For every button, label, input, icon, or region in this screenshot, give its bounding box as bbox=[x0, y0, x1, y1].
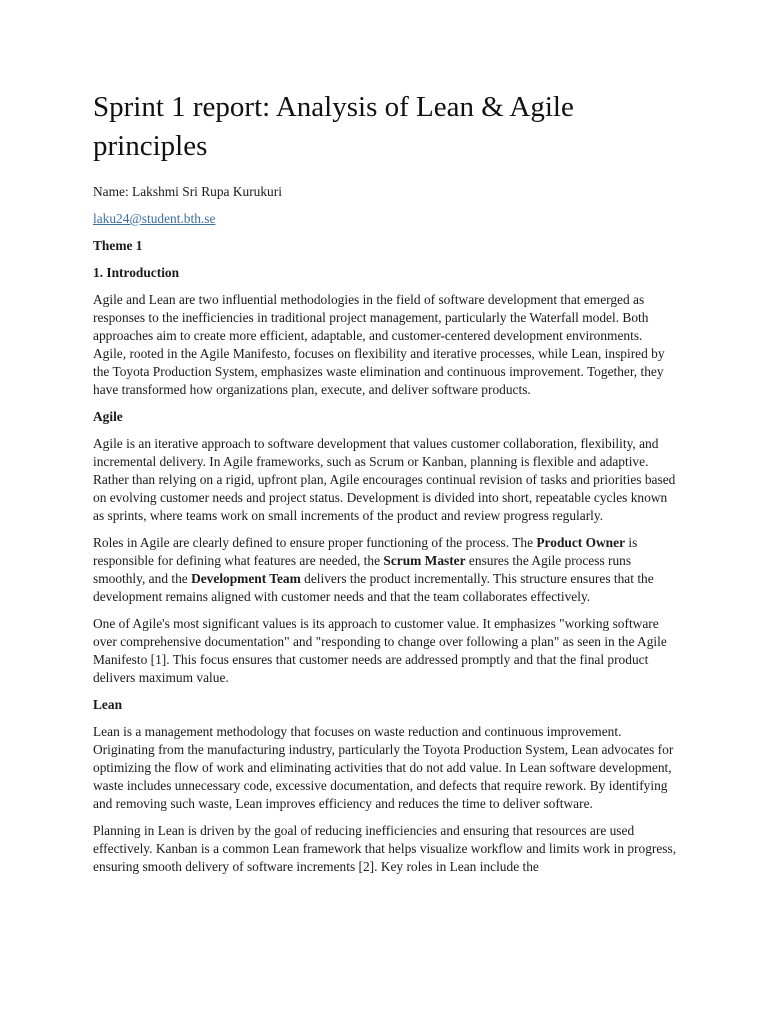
agile-p2-text-3: ensures the Agile process runs smoothly, and the bbox=[93, 553, 632, 586]
agile-p2-text-1: Roles in Agile are clearly defined to ensure proper functioning of the process. The bbox=[93, 535, 537, 550]
author-name: Name: Lakshmi Sri Rupa Kurukuri bbox=[93, 184, 282, 199]
introduction-heading: 1. Introduction bbox=[93, 265, 180, 280]
development-team-term: Development Team bbox=[191, 571, 301, 586]
scrum-master-term: Scrum Master bbox=[383, 553, 466, 568]
email-link[interactable]: laku24@student.bth.se bbox=[93, 211, 216, 226]
agile-p2-text-4: delivers the product incrementally. This structure ensures that the development remains aligned with customer needs and that the team collaborates effectively. bbox=[93, 571, 654, 604]
agile-paragraph-3: One of Agile's most significant values is its approach to customer value. It emphasizes "working software over comprehensive documentation" and "responding to change over following a plan" as seen in the Agile Manifesto [1]. This focus ensures that customer needs are addressed promptly and that the final product delivers maximum value. bbox=[93, 616, 667, 685]
intro-paragraph: Agile and Lean are two influential methodologies in the field of software development that emerged as responses to the inefficiencies in traditional project management, particularly the Waterfall model. Both approaches aim to create more efficient, adaptable, and customer-centered development environments. Agile, rooted in the Agile Manifesto, focuses on flexibility and iterative processes, while Lean, inspired by the Toyota Production System, emphasizes waste elimination and continuous improvement. Together, they have transformed how organizations plan, execute, and deliver software products. bbox=[93, 292, 665, 397]
agile-paragraph-1: Agile is an iterative approach to software development that values customer collaboration, flexibility, and incremental delivery. In Agile frameworks, such as Scrum or Kanban, planning is flexible and adaptive. Rather than relying on a rigid, upfront plan, Agile encourages continual revision of tasks and priorities based on evolving customer needs and project status. Development is divided into short, repeatable cycles known as sprints, where teams work on small increments of the product and review progress regularly. bbox=[93, 436, 676, 523]
document-title: Sprint 1 report: Analysis of Lean & Agile principles bbox=[93, 91, 574, 162]
theme-heading: Theme 1 bbox=[93, 238, 143, 253]
lean-paragraph-1: Lean is a management methodology that focuses on waste reduction and continuous improvement. Originating from the manufacturing industry, particularly the Toyota Production System, Lean advocates for optimizing the flow of work and eliminating activities that do not add value. In Lean software development, waste includes unnecessary code, excessive documentation, and defects that require rework. By identifying and removing such waste, Lean improves efficiency and reduces the time to deliver software. bbox=[93, 724, 674, 811]
product-owner-term: Product Owner bbox=[536, 535, 626, 550]
agile-paragraph-2 bbox=[93, 534, 677, 606]
lean-heading: Lean bbox=[93, 697, 123, 712]
agile-p2-text-2: is responsible for defining what features are needed, the bbox=[93, 535, 638, 568]
lean-paragraph-2: Planning in Lean is driven by the goal of reducing inefficiencies and ensuring that resources are used effectively. Kanban is a common Lean framework that helps visualize workflow and limits work in progress, ensuring smooth delivery of software increments [2]. Key roles in Lean include the bbox=[93, 823, 677, 874]
email-line bbox=[93, 210, 677, 228]
agile-heading: Agile bbox=[93, 409, 123, 424]
document-page bbox=[93, 88, 677, 885]
